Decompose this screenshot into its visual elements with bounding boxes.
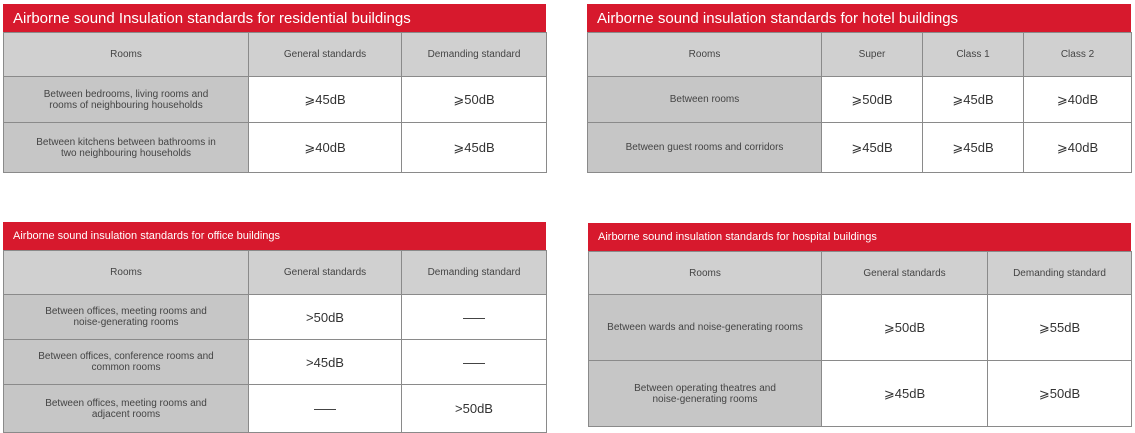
header-general-standards: General standards (249, 33, 402, 77)
not-applicable-dash-icon (463, 318, 485, 319)
table-row (4, 123, 547, 173)
header-demanding-standard: Demanding standard (402, 33, 547, 77)
table-row (4, 77, 547, 123)
header-rooms: Rooms (4, 33, 249, 77)
residential-panel (3, 4, 546, 173)
demanding-value: >50dB (402, 385, 547, 433)
office-panel (3, 222, 546, 433)
header-demanding-standard: Demanding standard (988, 252, 1132, 295)
hospital-title: Airborne sound insulation standards for hospital buildings (588, 223, 1131, 251)
general-value: >45dB (249, 340, 402, 385)
class-2-value: ⩾40dB (1024, 77, 1132, 123)
room-label: Between wards and noise-generating rooms (589, 295, 822, 361)
general-value: >50dB (249, 295, 402, 340)
table-row (588, 123, 1132, 173)
room-label: Between kitchens between bathrooms in two neighbouring households (4, 123, 249, 173)
office-title: Airborne sound insulation standards for office buildings (3, 222, 546, 250)
header-general-standards: General standards (249, 251, 402, 295)
header-class-2: Class 2 (1024, 33, 1132, 77)
general-value (249, 385, 402, 433)
header-super: Super (822, 33, 923, 77)
class-2-value: ⩾40dB (1024, 123, 1132, 173)
hotel-table (587, 32, 1132, 173)
super-value: ⩾45dB (822, 123, 923, 173)
room-label: Between operating theatres and noise-generating rooms (589, 361, 822, 427)
header-rooms: Rooms (588, 33, 822, 77)
demanding-value: ⩾55dB (988, 295, 1132, 361)
hotel-title: Airborne sound insulation standards for hotel buildings (587, 4, 1131, 32)
general-value: ⩾50dB (822, 295, 988, 361)
room-label: Between rooms (588, 77, 822, 123)
class-1-value: ⩾45dB (923, 77, 1024, 123)
header-general-standards: General standards (822, 252, 988, 295)
table-row (4, 295, 547, 340)
demanding-value (402, 295, 547, 340)
table-header-row (588, 33, 1132, 77)
header-demanding-standard: Demanding standard (402, 251, 547, 295)
general-value: ⩾45dB (249, 77, 402, 123)
demanding-value (402, 340, 547, 385)
not-applicable-dash-icon (463, 363, 485, 364)
table-row (4, 385, 547, 433)
demanding-value: ⩾50dB (402, 77, 547, 123)
hospital-table (588, 251, 1132, 427)
not-applicable-dash-icon (314, 409, 336, 410)
room-label: Between bedrooms, living rooms and rooms of neighbouring households (4, 77, 249, 123)
table-row (589, 361, 1132, 427)
table-row (589, 295, 1132, 361)
table-header-row (4, 33, 547, 77)
general-value: ⩾40dB (249, 123, 402, 173)
table-header-row (589, 252, 1132, 295)
residential-table (3, 32, 547, 173)
room-label: Between offices, conference rooms and common rooms (4, 340, 249, 385)
table-row (588, 77, 1132, 123)
table-header-row (4, 251, 547, 295)
super-value: ⩾50dB (822, 77, 923, 123)
hospital-panel (588, 223, 1131, 427)
table-row (4, 340, 547, 385)
header-rooms: Rooms (589, 252, 822, 295)
room-label: Between offices, meeting rooms and noise-generating rooms (4, 295, 249, 340)
header-class-1: Class 1 (923, 33, 1024, 77)
room-label: Between guest rooms and corridors (588, 123, 822, 173)
header-rooms: Rooms (4, 251, 249, 295)
office-table (3, 250, 547, 433)
room-label: Between offices, meeting rooms and adjacent rooms (4, 385, 249, 433)
demanding-value: ⩾50dB (988, 361, 1132, 427)
demanding-value: ⩾45dB (402, 123, 547, 173)
class-1-value: ⩾45dB (923, 123, 1024, 173)
hotel-panel (587, 4, 1131, 173)
general-value: ⩾45dB (822, 361, 988, 427)
residential-title: Airborne sound Insulation standards for residential buildings (3, 4, 546, 32)
